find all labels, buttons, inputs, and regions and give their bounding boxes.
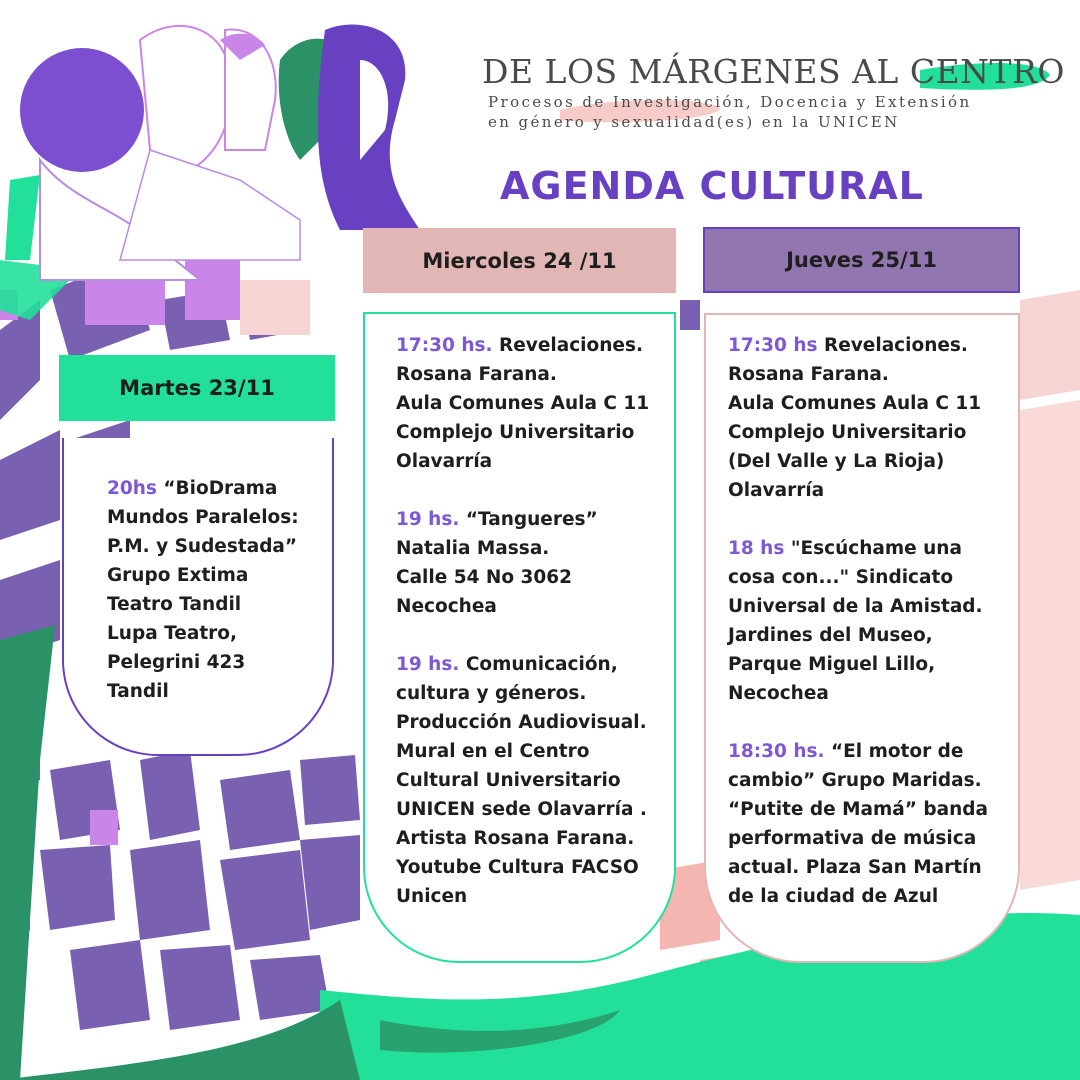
- page-subtitle-line-1: Procesos de Investigación, Docencia y Extensión: [488, 93, 972, 111]
- agenda-title: AGENDA CULTURAL: [500, 164, 924, 208]
- event-time: 19 hs.: [396, 654, 460, 675]
- day-card-jueves: [704, 313, 1020, 963]
- day-header-miercoles: Miercoles 24 /11: [363, 228, 676, 293]
- page-subtitle-line-2: en género y sexualidad(es) en la UNICEN: [488, 113, 900, 131]
- page-title: DE LOS MÁRGENES AL CENTRO: [482, 52, 1065, 91]
- event-time: 19 hs.: [396, 509, 460, 530]
- day-card-martes: [62, 438, 334, 756]
- day-header-jueves: Jueves 25/11: [703, 227, 1020, 293]
- event-text: “El motor de cambio” Grupo Maridas. “Putite de Mamá” banda performativa de música actual. Plaza San Martín de la ciudad de Azul: [728, 741, 989, 907]
- people-illustration: [5, 24, 420, 280]
- event-text: “BioDrama Mundos Paralelos: P.M. y Sudestada” Grupo Extima Teatro Tandil Lupa Teatro, Pelegrini 423 Tandil: [107, 478, 299, 702]
- event-time: 17:30 hs: [728, 335, 818, 356]
- event-text: Revelaciones. Rosana Farana. Aula Comunes Aula C 11 Complejo Universitario (Del Valle y La Rioja) Olavarría: [728, 335, 982, 501]
- day-card-miercoles: [363, 312, 676, 963]
- event-time: 18:30 hs.: [728, 741, 825, 762]
- event-time: 18 hs: [728, 538, 785, 559]
- event-text: "Escúchame una cosa con..." Sindicato Universal de la Amistad. Jardines del Museo, Parque Miguel Lillo, Necochea: [728, 538, 983, 704]
- event-text: Revelaciones. Rosana Farana. Aula Comunes Aula C 11 Complejo Universitario Olavarría: [396, 335, 650, 472]
- event-item: [728, 534, 1008, 708]
- event-item: [107, 474, 322, 706]
- event-item: [728, 737, 1008, 911]
- event-text: “Tangueres” Natalia Massa. Calle 54 No 3062 Necochea: [396, 509, 598, 617]
- event-item: [396, 650, 662, 911]
- event-time: 20hs: [107, 478, 157, 499]
- event-time: 17:30 hs.: [396, 335, 493, 356]
- event-item: [396, 331, 662, 476]
- event-item: [396, 505, 662, 621]
- event-item: [728, 331, 1008, 505]
- event-text: Comunicación, cultura y géneros. Producción Audiovisual. Mural en el Centro Cultural Universitario UNICEN sede Olavarría . Artista Rosana Farana. Youtube Cultura FACSO Unicen: [396, 654, 647, 907]
- day-header-martes: Martes 23/11: [59, 355, 335, 421]
